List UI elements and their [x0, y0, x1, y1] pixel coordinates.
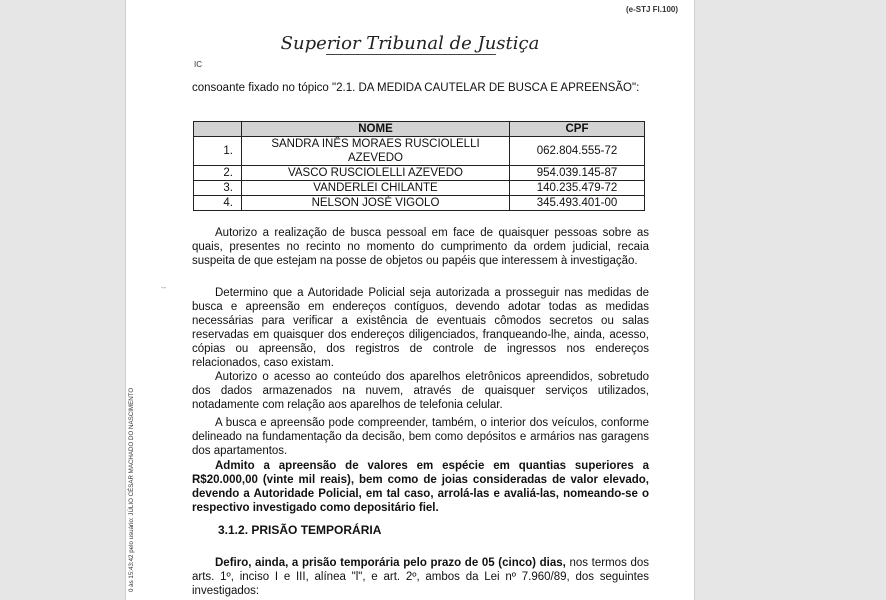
paragraph-electronic-devices: Autorizo o acesso ao conteúdo dos aparelhos eletrônicos apreendidos, sobretudo dos dados armazenados na nuvem, através de quaisquer serviços utilizados, notadamente com relação aos aparelhos de telefonia celular. — [192, 371, 649, 411]
table-row — [194, 166, 645, 181]
row-name: SANDRA INÊS MORAES RUSCIOLELLI AZEVEDO — [242, 137, 510, 166]
table-row — [194, 181, 645, 196]
paragraph-contiguous-addresses: Determino que a Autoridade Policial seja autorizada a prosseguir nas medidas de busca e apreensão em endereços contíguos, devendo adotar todas as medidas necessárias para verificar a existência de eventuais cômodos secretos ou salas reservadas em quaisquer dos endereços diligenciados, franqueando-lhe, ainda, acesso, cópias ou apreensão, dos registros de controle de ingressos nos endereços relacionados, caso existam. — [192, 287, 649, 369]
arrest-bold-text: Defiro, ainda, a prisão temporária pelo prazo de 05 (cinco) dias, — [215, 557, 566, 569]
row-cpf: 345.493.401-00 — [510, 196, 645, 211]
header-divider — [326, 54, 496, 55]
initials: IC — [194, 60, 202, 69]
row-cpf: 954.039.145-87 — [510, 166, 645, 181]
table-header-name: NOME — [242, 122, 510, 137]
table-header-row — [194, 122, 645, 137]
court-header: Superior Tribunal de Justiça — [280, 33, 540, 54]
table-row — [194, 137, 645, 166]
table-header-blank — [194, 122, 242, 137]
paragraph-vehicles: A busca e apreensão pode compreender, também, o interior dos veículos, conforme delineado na fundamentação da decisão, bem como depósitos e armários nas garagens dos apartamentos. — [192, 417, 649, 457]
paragraph-temporary-arrest — [192, 556, 649, 598]
row-number: 4. — [194, 196, 242, 211]
row-cpf: 140.235.479-72 — [510, 181, 645, 196]
table-row — [194, 196, 645, 211]
row-number: 3. — [194, 181, 242, 196]
row-name: NELSON JOSÉ VIGOLO — [242, 196, 510, 211]
side-signature-text: 0 às 15:43:42 pelo usuário: JÚLIO CÉSAR MACHADO DO NASCIMENTO — [128, 387, 135, 592]
row-number: 1. — [194, 137, 242, 166]
row-name: VASCO RUSCIOLELLI AZEVEDO — [242, 166, 510, 181]
margin-mark: -- — [161, 283, 167, 292]
document-page — [125, 0, 695, 600]
row-name: VANDERLEI CHILANTE — [242, 181, 510, 196]
intro-paragraph: consoante fixado no tópico "2.1. DA MEDIDA CAUTELAR DE BUSCA E APREENSÃO": — [192, 82, 640, 94]
investigated-table — [193, 121, 645, 211]
row-cpf: 062.804.555-72 — [510, 137, 645, 166]
section-heading-temporary-arrest: 3.1.2. PRISÃO TEMPORÁRIA — [218, 523, 382, 537]
page-stamp: (e-STJ Fl.100) — [625, 5, 678, 14]
row-number: 2. — [194, 166, 242, 181]
arrest-rest-text: nos termos dos arts. 1º, inciso I e III, alínea "l", e art. 2º, ambos da Lei nº 7.960/89, dos seguintes investigados: — [192, 557, 649, 597]
paragraph-personal-search: Autorizo a realização de busca pessoal em face de quaisquer pessoas sobre as quais, presentes no recinto no momento do cumprimento da ordem judicial, recaia suspeita de que estejam na posse de objetos ou papéis que interessem à investigação. — [192, 227, 649, 267]
table-header-cpf: CPF — [510, 122, 645, 137]
paragraph-cash-seizure: Admito a apreensão de valores em espécie em quantias superiores a R$20.000,00 (vinte mil reais), bem como de joias consideradas de valor elevado, devendo a Autoridade Policial, em tal caso, arrolá-las e avaliá-las, nomeando-se o respectivo investigado como depositário fiel. — [192, 460, 649, 514]
